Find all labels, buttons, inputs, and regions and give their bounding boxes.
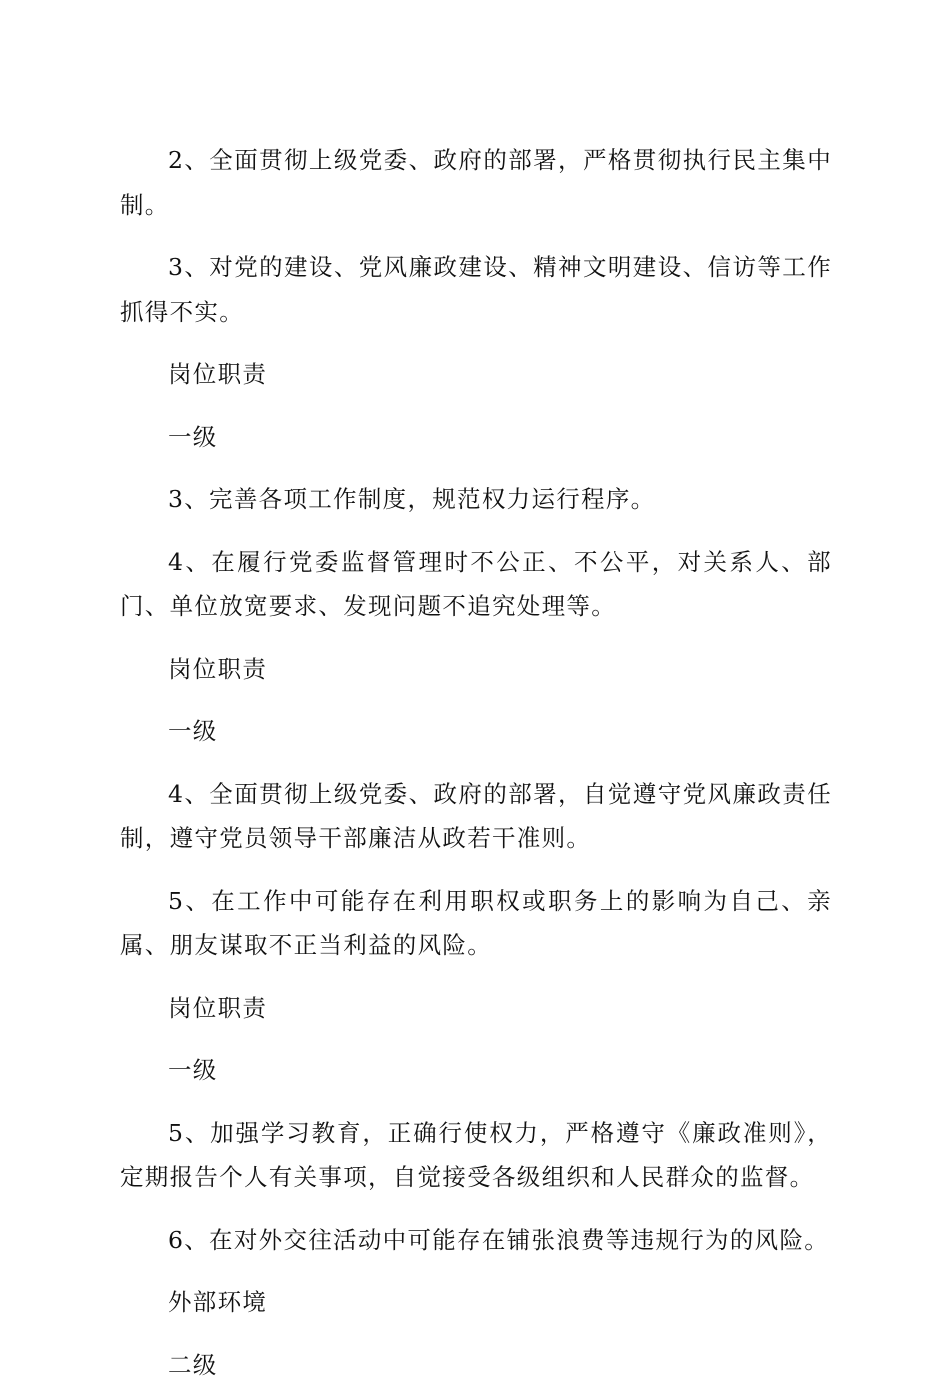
paragraph-4: 一级 (120, 415, 832, 460)
paragraph-12: 一级 (120, 1048, 832, 1093)
document-body (120, 138, 832, 1387)
paragraph-3: 岗位职责 (120, 352, 832, 397)
paragraph-8: 一级 (120, 709, 832, 754)
paragraph-1: 2、全面贯彻上级党委、政府的部署，严格贯彻执行民主集中制。 (120, 138, 832, 227)
paragraph-5: 3、完善各项工作制度，规范权力运行程序。 (120, 477, 832, 522)
paragraph-15: 外部环境 (120, 1280, 832, 1325)
paragraph-6: 4、在履行党委监督管理时不公正、不公平，对关系人、部门、单位放宽要求、发现问题不追究处理等。 (120, 540, 832, 629)
paragraph-7: 岗位职责 (120, 647, 832, 692)
paragraph-16: 二级 (120, 1343, 832, 1387)
paragraph-14: 6、在对外交往活动中可能存在铺张浪费等违规行为的风险。 (120, 1218, 832, 1263)
paragraph-2: 3、对党的建设、党风廉政建设、精神文明建设、信访等工作抓得不实。 (120, 245, 832, 334)
paragraph-9: 4、全面贯彻上级党委、政府的部署，自觉遵守党风廉政责任制，遵守党员领导干部廉洁从政若干准则。 (120, 772, 832, 861)
paragraph-11: 岗位职责 (120, 986, 832, 1031)
paragraph-10: 5、在工作中可能存在利用职权或职务上的影响为自己、亲属、朋友谋取不正当利益的风险。 (120, 879, 832, 968)
paragraph-13: 5、加强学习教育，正确行使权力，严格遵守《廉政准则》，定期报告个人有关事项，自觉接受各级组织和人民群众的监督。 (120, 1111, 832, 1200)
